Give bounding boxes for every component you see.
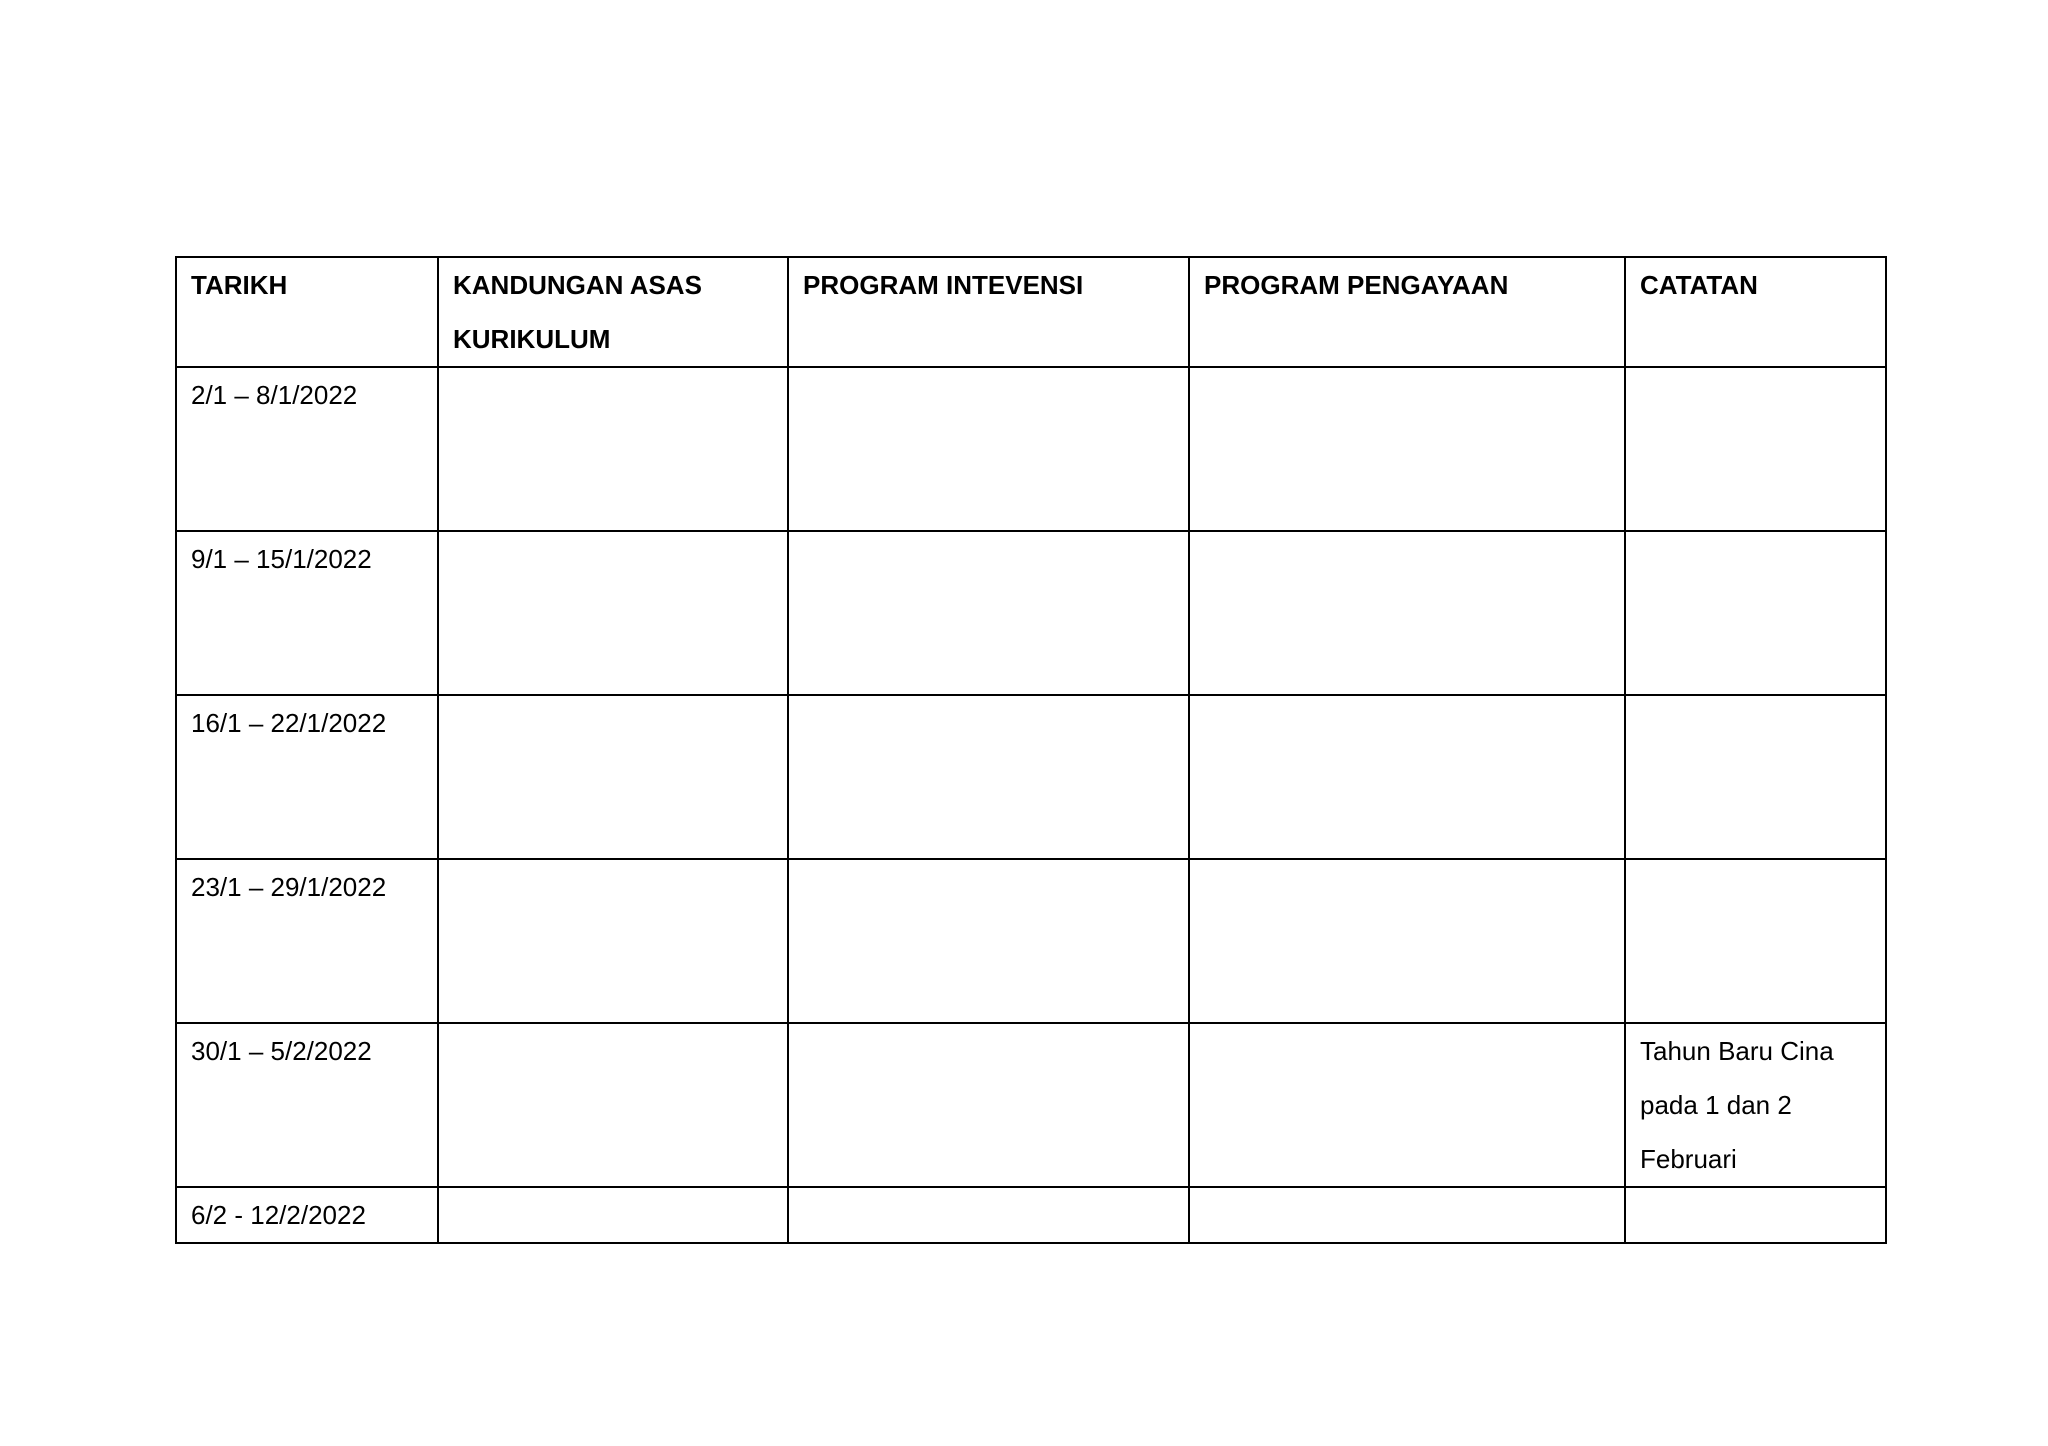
cell-tarikh: 6/2 - 12/2/2022 (176, 1187, 438, 1243)
table-row (176, 531, 1886, 695)
cell-pengayaan (1189, 1023, 1625, 1187)
header-tarikh: TARIKH (176, 257, 438, 367)
cell-tarikh: 16/1 – 22/1/2022 (176, 695, 438, 859)
cell-pengayaan (1189, 695, 1625, 859)
cell-catatan: Tahun Baru Cina pada 1 dan 2 Februari (1625, 1023, 1886, 1187)
cell-kandungan (438, 859, 788, 1023)
table-row (176, 859, 1886, 1023)
cell-catatan (1625, 1187, 1886, 1243)
header-program-intevensi: PROGRAM INTEVENSI (788, 257, 1189, 367)
header-kandungan-asas-kurikulum: KANDUNGAN ASAS KURIKULUM (438, 257, 788, 367)
cell-intevensi (788, 1187, 1189, 1243)
cell-intevensi (788, 531, 1189, 695)
cell-tarikh: 9/1 – 15/1/2022 (176, 531, 438, 695)
cell-kandungan (438, 695, 788, 859)
cell-intevensi (788, 1023, 1189, 1187)
header-program-pengayaan: PROGRAM PENGAYAAN (1189, 257, 1625, 367)
header-catatan: CATATAN (1625, 257, 1886, 367)
cell-catatan (1625, 695, 1886, 859)
cell-kandungan (438, 1187, 788, 1243)
table-row (176, 367, 1886, 531)
cell-tarikh: 23/1 – 29/1/2022 (176, 859, 438, 1023)
cell-pengayaan (1189, 1187, 1625, 1243)
cell-catatan (1625, 367, 1886, 531)
cell-pengayaan (1189, 859, 1625, 1023)
table-header-row (176, 257, 1886, 367)
cell-intevensi (788, 859, 1189, 1023)
schedule-table (175, 256, 1887, 1244)
cell-tarikh: 2/1 – 8/1/2022 (176, 367, 438, 531)
cell-pengayaan (1189, 531, 1625, 695)
cell-kandungan (438, 531, 788, 695)
cell-kandungan (438, 1023, 788, 1187)
table-row (176, 695, 1886, 859)
cell-catatan (1625, 531, 1886, 695)
cell-intevensi (788, 367, 1189, 531)
cell-catatan (1625, 859, 1886, 1023)
table-row (176, 1187, 1886, 1243)
cell-intevensi (788, 695, 1189, 859)
cell-pengayaan (1189, 367, 1625, 531)
table-row (176, 1023, 1886, 1187)
cell-kandungan (438, 367, 788, 531)
cell-tarikh: 30/1 – 5/2/2022 (176, 1023, 438, 1187)
